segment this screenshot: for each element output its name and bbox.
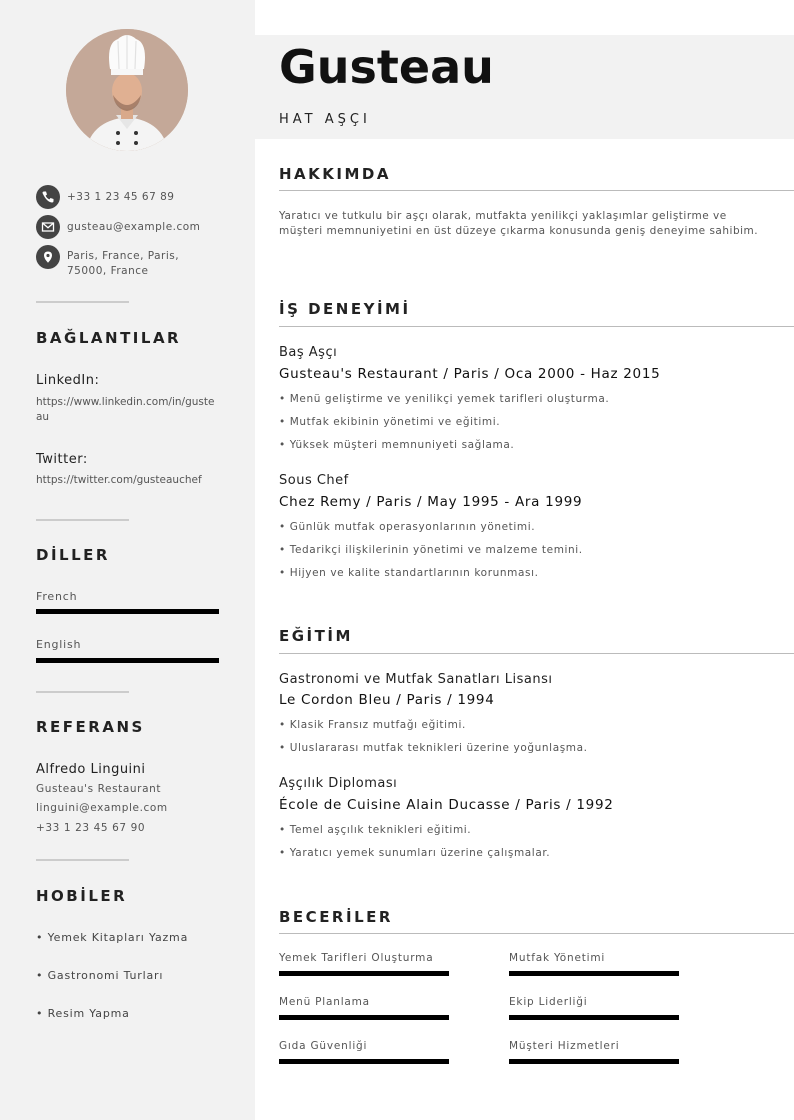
envelope-icon <box>36 215 60 239</box>
contact-phone <box>36 185 226 209</box>
education-meta: École de Cuisine Alain Ducasse / Paris / 1992 <box>279 797 614 813</box>
phone-text: +33 1 23 45 67 89 <box>67 191 175 203</box>
skill-name: Menü Planlama <box>279 996 370 1008</box>
twitter-link[interactable]: https://twitter.com/gusteauchef <box>36 474 202 486</box>
linkedin-label: LinkedIn: <box>36 373 100 388</box>
job-bullet: • Hijyen ve kalite standartlarının korunması. <box>279 567 539 579</box>
reference-name: Alfredo Linguini <box>36 762 146 777</box>
reference-company: Gusteau's Restaurant <box>36 783 162 795</box>
job-role: Baş Aşçı <box>279 345 338 360</box>
reference-phone: +33 1 23 45 67 90 <box>36 822 146 834</box>
language-level-bar <box>36 658 219 663</box>
job-bullet: • Yüksek müşteri memnuniyeti sağlama. <box>279 439 515 451</box>
job-meta: Gusteau's Restaurant / Paris / Oca 2000 - Haz 2015 <box>279 366 661 382</box>
location-pin-icon <box>36 245 60 269</box>
skill-level-bar <box>279 971 449 976</box>
sidebar-divider <box>36 519 129 521</box>
skill-level-bar <box>509 971 679 976</box>
sidebar-divider <box>36 859 129 861</box>
education-bullet: • Uluslararası mutfak teknikleri üzerine yoğunlaşma. <box>279 742 588 754</box>
skill-level-bar <box>509 1015 679 1020</box>
skill-name: Mutfak Yönetimi <box>509 952 606 964</box>
education-degree: Aşçılık Diploması <box>279 776 398 791</box>
hobby-item: • Resim Yapma <box>36 1007 130 1020</box>
email-text: gusteau@example.com <box>67 221 201 233</box>
hobby-item: • Gastronomi Turları <box>36 969 164 982</box>
job-bullet: • Menü geliştirme ve yenilikçi yemek tarifleri oluşturma. <box>279 393 610 405</box>
languages-heading: DİLLER <box>36 546 110 564</box>
education-bullet: • Temel aşçılık teknikleri eğitimi. <box>279 824 472 836</box>
profile-photo <box>66 29 188 151</box>
chef-portrait-icon <box>66 29 188 151</box>
sidebar-divider <box>36 691 129 693</box>
education-bullet: • Klasik Fransız mutfağı eğitimi. <box>279 719 466 731</box>
phone-icon <box>36 185 60 209</box>
skill-name: Ekip Liderliği <box>509 996 588 1008</box>
twitter-label: Twitter: <box>36 452 88 467</box>
linkedin-link[interactable]: https://www.linkedin.com/in/gusteau <box>36 396 215 423</box>
skill-name: Gıda Güvenliği <box>279 1040 368 1052</box>
about-text: Yaratıcı ve tutkulu bir aşçı olarak, mutfakta yenilikçi yaklaşımlar geliştirme ve müşteri memnuniyetini en üst düzeye çıkarma konusunda geniş deneyime sahibim. <box>279 210 759 237</box>
address-text <box>67 249 179 279</box>
reference-heading: REFERANS <box>36 718 145 736</box>
sidebar-divider <box>36 301 129 303</box>
hobbies-heading: HOBİLER <box>36 887 128 905</box>
skills-heading: BECERİLER <box>279 908 393 926</box>
person-name: Gusteau <box>279 40 494 94</box>
section-divider <box>279 190 794 191</box>
about-heading: HAKKIMDA <box>279 165 391 183</box>
experience-heading: İŞ DENEYİMİ <box>279 300 411 318</box>
job-bullet: • Günlük mutfak operasyonlarının yönetimi. <box>279 521 536 533</box>
skill-name: Yemek Tarifleri Oluşturma <box>279 952 434 964</box>
language-name: French <box>36 590 78 603</box>
reference-email: linguini@example.com <box>36 802 168 814</box>
education-bullet: • Yaratıcı yemek sunumları üzerine çalışmalar. <box>279 847 551 859</box>
contact-email <box>36 215 226 239</box>
job-bullet: • Tedarikçi ilişkilerinin yönetimi ve malzeme temini. <box>279 544 583 556</box>
section-divider <box>279 653 794 654</box>
job-bullet: • Mutfak ekibinin yönetimi ve eğitimi. <box>279 416 501 428</box>
job-title: HAT AŞÇI <box>279 112 371 127</box>
education-degree: Gastronomi ve Mutfak Sanatları Lisansı <box>279 672 553 687</box>
links-heading: BAĞLANTILAR <box>36 329 182 347</box>
address-line-2: 75000, France <box>67 265 149 277</box>
job-meta: Chez Remy / Paris / May 1995 - Ara 1999 <box>279 494 583 510</box>
contact-address <box>36 245 226 279</box>
address-line-1: Paris, France, Paris, <box>67 250 180 262</box>
education-meta: Le Cordon Bleu / Paris / 1994 <box>279 692 495 708</box>
section-divider <box>279 326 794 327</box>
skill-level-bar <box>279 1015 449 1020</box>
skill-level-bar <box>279 1059 449 1064</box>
section-divider <box>279 933 794 934</box>
language-level-bar <box>36 609 219 614</box>
skill-name: Müşteri Hizmetleri <box>509 1040 620 1052</box>
education-heading: EĞİTİM <box>279 627 353 645</box>
hobby-item: • Yemek Kitapları Yazma <box>36 931 189 944</box>
language-name: English <box>36 638 82 651</box>
job-role: Sous Chef <box>279 473 349 488</box>
skill-level-bar <box>509 1059 679 1064</box>
